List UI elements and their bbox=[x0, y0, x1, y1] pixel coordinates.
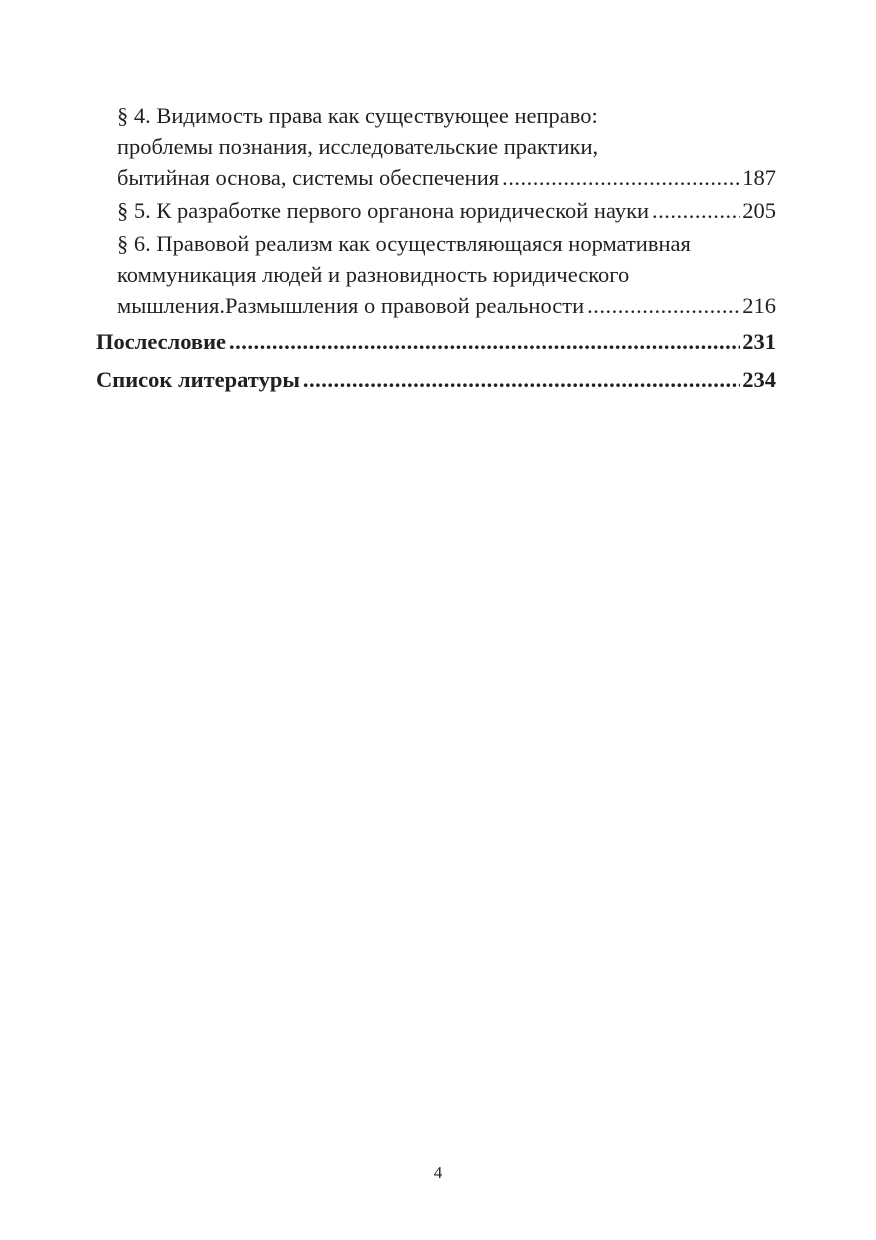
toc-entry-text-line: § 6. Правовой реализм как осуществляющаяся нормативная bbox=[117, 231, 691, 256]
toc-entry-text-line: Послесловие bbox=[96, 329, 227, 354]
dot-leader bbox=[303, 363, 740, 397]
toc-page-number: 216 bbox=[742, 293, 776, 318]
toc-entry-text-line: Список литературы bbox=[96, 367, 300, 392]
toc-entry-section-6[interactable] bbox=[96, 228, 776, 321]
dot-leader bbox=[229, 325, 740, 359]
toc-entry-section-4[interactable] bbox=[96, 100, 776, 193]
dot-leader bbox=[587, 290, 740, 321]
toc-page-number: 234 bbox=[742, 367, 776, 392]
toc-entry-text-line: мышления.Размышления о правовой реальности bbox=[117, 293, 585, 318]
dot-leader bbox=[652, 195, 740, 226]
toc-entry-text-line: коммуникация людей и разновидность юридического bbox=[117, 262, 630, 287]
toc-entry-text-line: проблемы познания, исследовательские практики, bbox=[117, 134, 599, 159]
page-number: 4 bbox=[433, 1163, 443, 1182]
toc-entry-text-line: бытийная основа, системы обеспечения bbox=[117, 165, 500, 190]
toc-entry-afterword[interactable] bbox=[96, 325, 776, 359]
toc-page-number: 231 bbox=[742, 329, 776, 354]
toc-entry-text-line: § 4. Видимость права как существующее неправо: bbox=[117, 103, 598, 128]
toc-page-number: 187 bbox=[742, 165, 776, 190]
dot-leader bbox=[502, 162, 740, 193]
toc-page-number: 205 bbox=[742, 198, 776, 223]
toc-entry-references[interactable] bbox=[96, 363, 776, 397]
table-of-contents bbox=[96, 100, 776, 397]
toc-entry-section-5[interactable] bbox=[96, 195, 776, 226]
toc-entry-text-line: § 5. К разработке первого органона юридической науки bbox=[117, 198, 650, 223]
